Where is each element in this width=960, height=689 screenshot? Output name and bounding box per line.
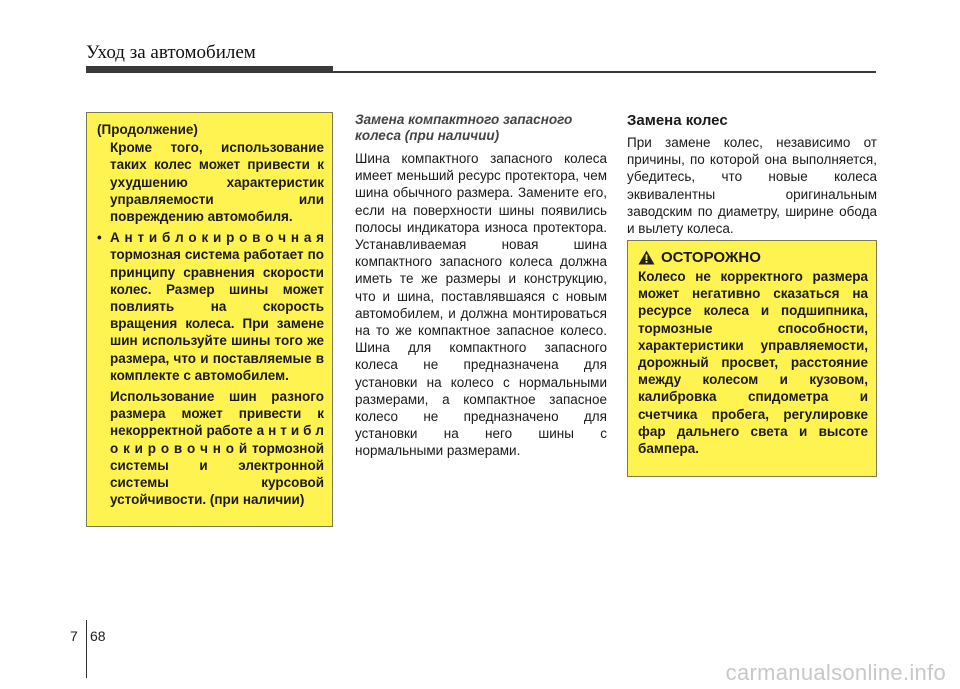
warning-title: ОСТОРОЖНО	[661, 249, 761, 266]
section-body: Шина компактного запасного колеса имеет меньший ресурс протектора, чем шина обычного размера. Замените его, если на поверхности шины появились полосы индикатора износа протектора. Устанавливаемая новая шина компактного запасного колеса должна иметь те же размеры и конструкцию, что и шина, поставлявшаяся с новым автомобилем, и должна монтироваться на то же компактное запасное колесо. Шина для компактного запасного колеса не предназначена для установки на колесо с нормальными размерами, а компактное запасное колесо не предназначено для установки на него шины с нормальными размерами.	[355, 151, 607, 459]
compact-spare-section	[355, 112, 607, 460]
continued-info-box	[86, 112, 333, 527]
bullet-text: А н т и б л о к и р о в о ч н а я тормозная система работает по принципу сравнения скорости колес. Размер шины может повлиять на скорость вращения колеса. При замене шин используйте шины того же размера, что и поставляемые в комплекте с автомобилем.	[110, 230, 324, 383]
warning-header	[638, 249, 868, 266]
bullet-item	[97, 229, 324, 384]
bullet-dot: •	[97, 230, 102, 246]
section-body: При замене колес, независимо от причины, по которой она выполняется, убедитесь, что новые колеса эквивалентны оригинальным заводским по диаметру, ширине обода и вылету колеса.	[627, 135, 877, 237]
watermark: carmanualsonline.info	[725, 660, 946, 685]
header-rule-thin	[333, 71, 876, 73]
chapter-number: 7	[70, 628, 78, 644]
wheel-replacement-section	[627, 112, 877, 237]
page-number: 68	[90, 628, 106, 644]
warning-triangle-icon	[638, 250, 655, 265]
section-heading: Замена компактного запасного колеса (при наличии)	[355, 112, 573, 143]
section-heading: Замена колес	[627, 112, 728, 129]
footer-separator	[86, 620, 87, 678]
header-rule-thick	[86, 66, 333, 73]
info-paragraph: Кроме того, использование таких колес может привести к ухудшению характеристик управляемости или повреждению автомобиля.	[110, 140, 324, 225]
info-paragraph: Использование шин разного размера может привести к некорректной работе а н т и б л о к и р о в о ч н о й тормозной системы и электронной системы курсовой устойчивости. (при наличии)	[110, 389, 324, 508]
warning-box	[627, 240, 877, 477]
page-header-title: Уход за автомобилем	[86, 42, 256, 63]
continued-label: (Продолжение)	[97, 122, 198, 137]
warning-body: Колесо не корректного размера может негативно сказаться на ресурсе колеса и подшипника, тормозные способности, характеристики управляемости, дорожный просвет, расстояние между колесом и кузовом, калибровка спидометра и счетчика пробега, регулировке фар дальнего света и высоте бампера.	[638, 269, 868, 457]
